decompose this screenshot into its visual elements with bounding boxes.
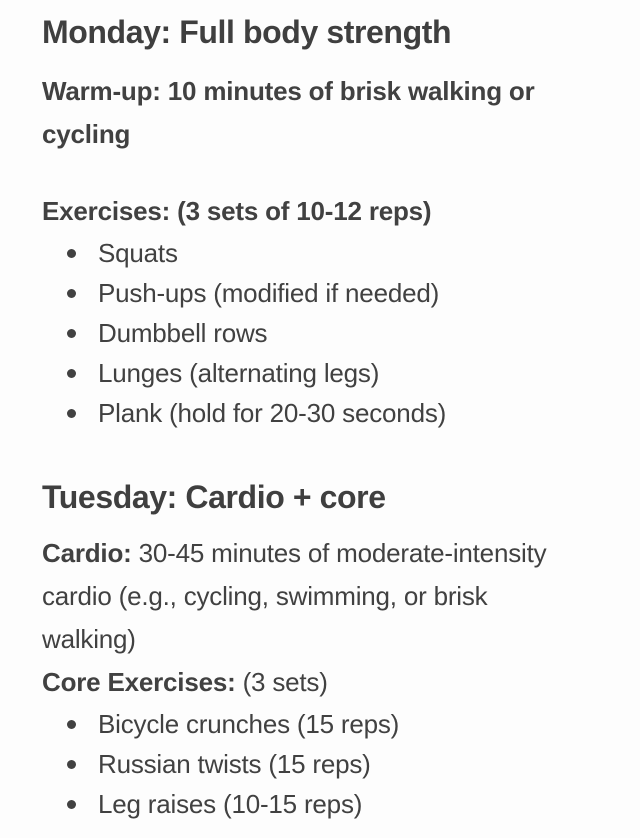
monday-exercise-list xyxy=(42,233,602,433)
monday-heading: Monday: Full body strength xyxy=(42,14,452,50)
tuesday-cardio-text xyxy=(42,532,572,661)
list-item-plank: Plank (hold for 20-30 seconds) xyxy=(42,393,602,433)
list-item-squats: Squats xyxy=(42,233,602,273)
list-item-bicycle-crunches: Bicycle crunches (15 reps) xyxy=(42,704,602,744)
cardio-label: Cardio: xyxy=(42,538,132,568)
core-exercises-label: Core Exercises: xyxy=(42,667,236,697)
monday-exercises-label: Exercises: (3 sets of 10-12 reps) xyxy=(42,196,432,226)
cardio-description: 30-45 minutes of moderate-intensity cardio (e.g., cycling, swimming, or brisk walking) xyxy=(42,538,547,654)
list-item-russian-twists: Russian twists (15 reps) xyxy=(42,744,602,784)
core-exercises-sets: (3 sets) xyxy=(235,667,328,697)
list-item-leg-raises: Leg raises (10-15 reps) xyxy=(42,784,602,824)
tuesday-heading: Tuesday: Cardio + core xyxy=(42,479,386,515)
list-item-push-ups: Push-ups (modified if needed) xyxy=(42,273,602,313)
monday-warmup-text: Warm-up: 10 minutes of brisk walking or cycling xyxy=(42,76,535,149)
tuesday-core-label-line xyxy=(42,661,602,704)
list-item-lunges: Lunges (alternating legs) xyxy=(42,353,602,393)
tuesday-core-list xyxy=(42,704,602,824)
list-item-dumbbell-rows: Dumbbell rows xyxy=(42,313,602,353)
